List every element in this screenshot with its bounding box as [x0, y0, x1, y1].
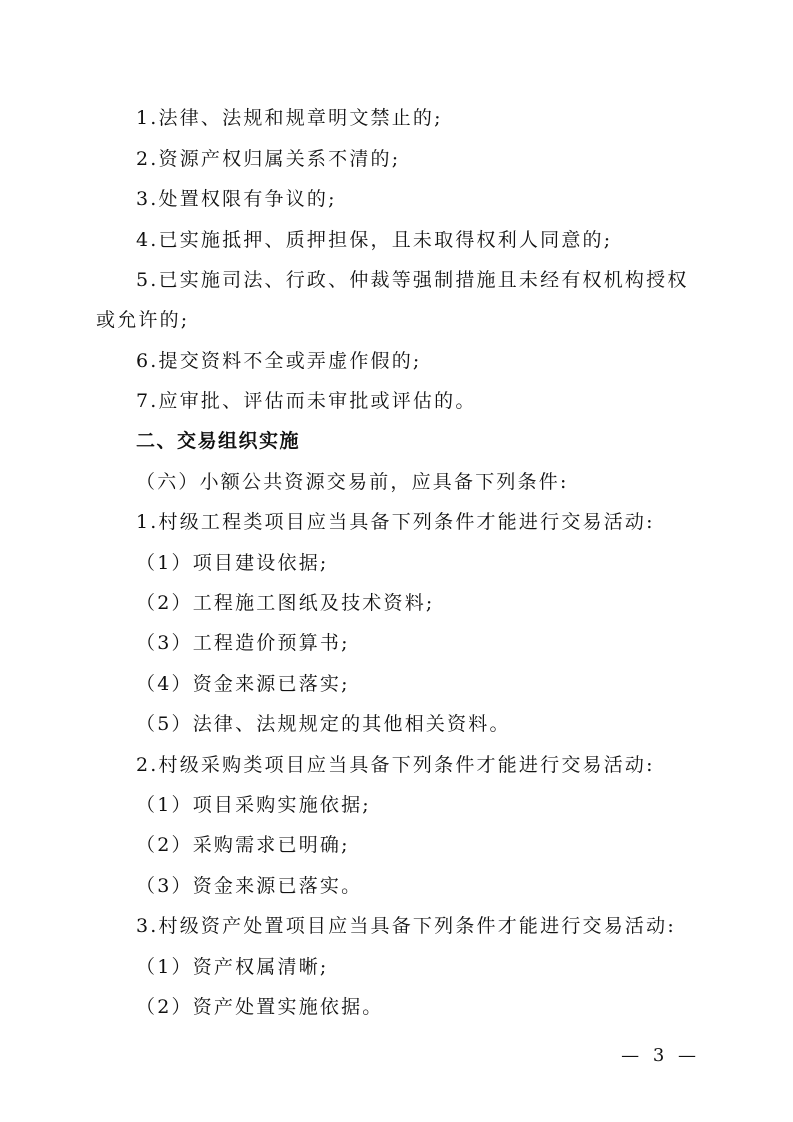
condition-item-continuation: 或允许的; [96, 309, 190, 331]
section-intro: （六）小额公共资源交易前，应具备下列条件: [136, 471, 569, 493]
procurement-item: （1）项目采购实施依据; [136, 794, 371, 816]
engineering-item: （2）工程施工图纸及技术资料; [136, 592, 435, 614]
procurement-title: 2.村级采购类项目应当具备下列条件才能进行交易活动: [136, 754, 655, 776]
engineering-item: （5）法律、法规规定的其他相关资料。 [136, 713, 511, 735]
page-number: — 3 — [621, 1045, 700, 1066]
engineering-title: 1.村级工程类项目应当具备下列条件才能进行交易活动: [136, 511, 655, 533]
condition-item: 5.已实施司法、行政、仲裁等强制措施且未经有权机构授权 [136, 269, 689, 291]
engineering-item: （4）资金来源已落实; [136, 673, 350, 695]
asset-item: （2）资产处置实施依据。 [136, 996, 384, 1018]
condition-item: 2.资源产权归属关系不清的; [136, 148, 401, 170]
condition-item: 7.应审批、评估而未审批或评估的。 [136, 390, 477, 412]
asset-item: （1）资产权属清晰; [136, 956, 329, 978]
condition-item: 1.法律、法规和规章明文禁止的; [136, 107, 443, 129]
engineering-item: （1）项目建设依据; [136, 552, 329, 574]
section-heading: 二、交易组织实施 [136, 430, 301, 452]
asset-title: 3.村级资产处置项目应当具备下列条件才能进行交易活动: [136, 915, 676, 937]
condition-item: 4.已实施抵押、质押担保，且未取得权利人同意的; [136, 229, 613, 251]
condition-item: 6.提交资料不全或弄虚作假的; [136, 350, 422, 372]
procurement-item: （2）采购需求已明确; [136, 834, 350, 856]
engineering-item: （3）工程造价预算书; [136, 632, 350, 654]
condition-item: 3.处置权限有争议的; [136, 188, 337, 210]
procurement-item: （3）资金来源已落实。 [136, 875, 363, 897]
